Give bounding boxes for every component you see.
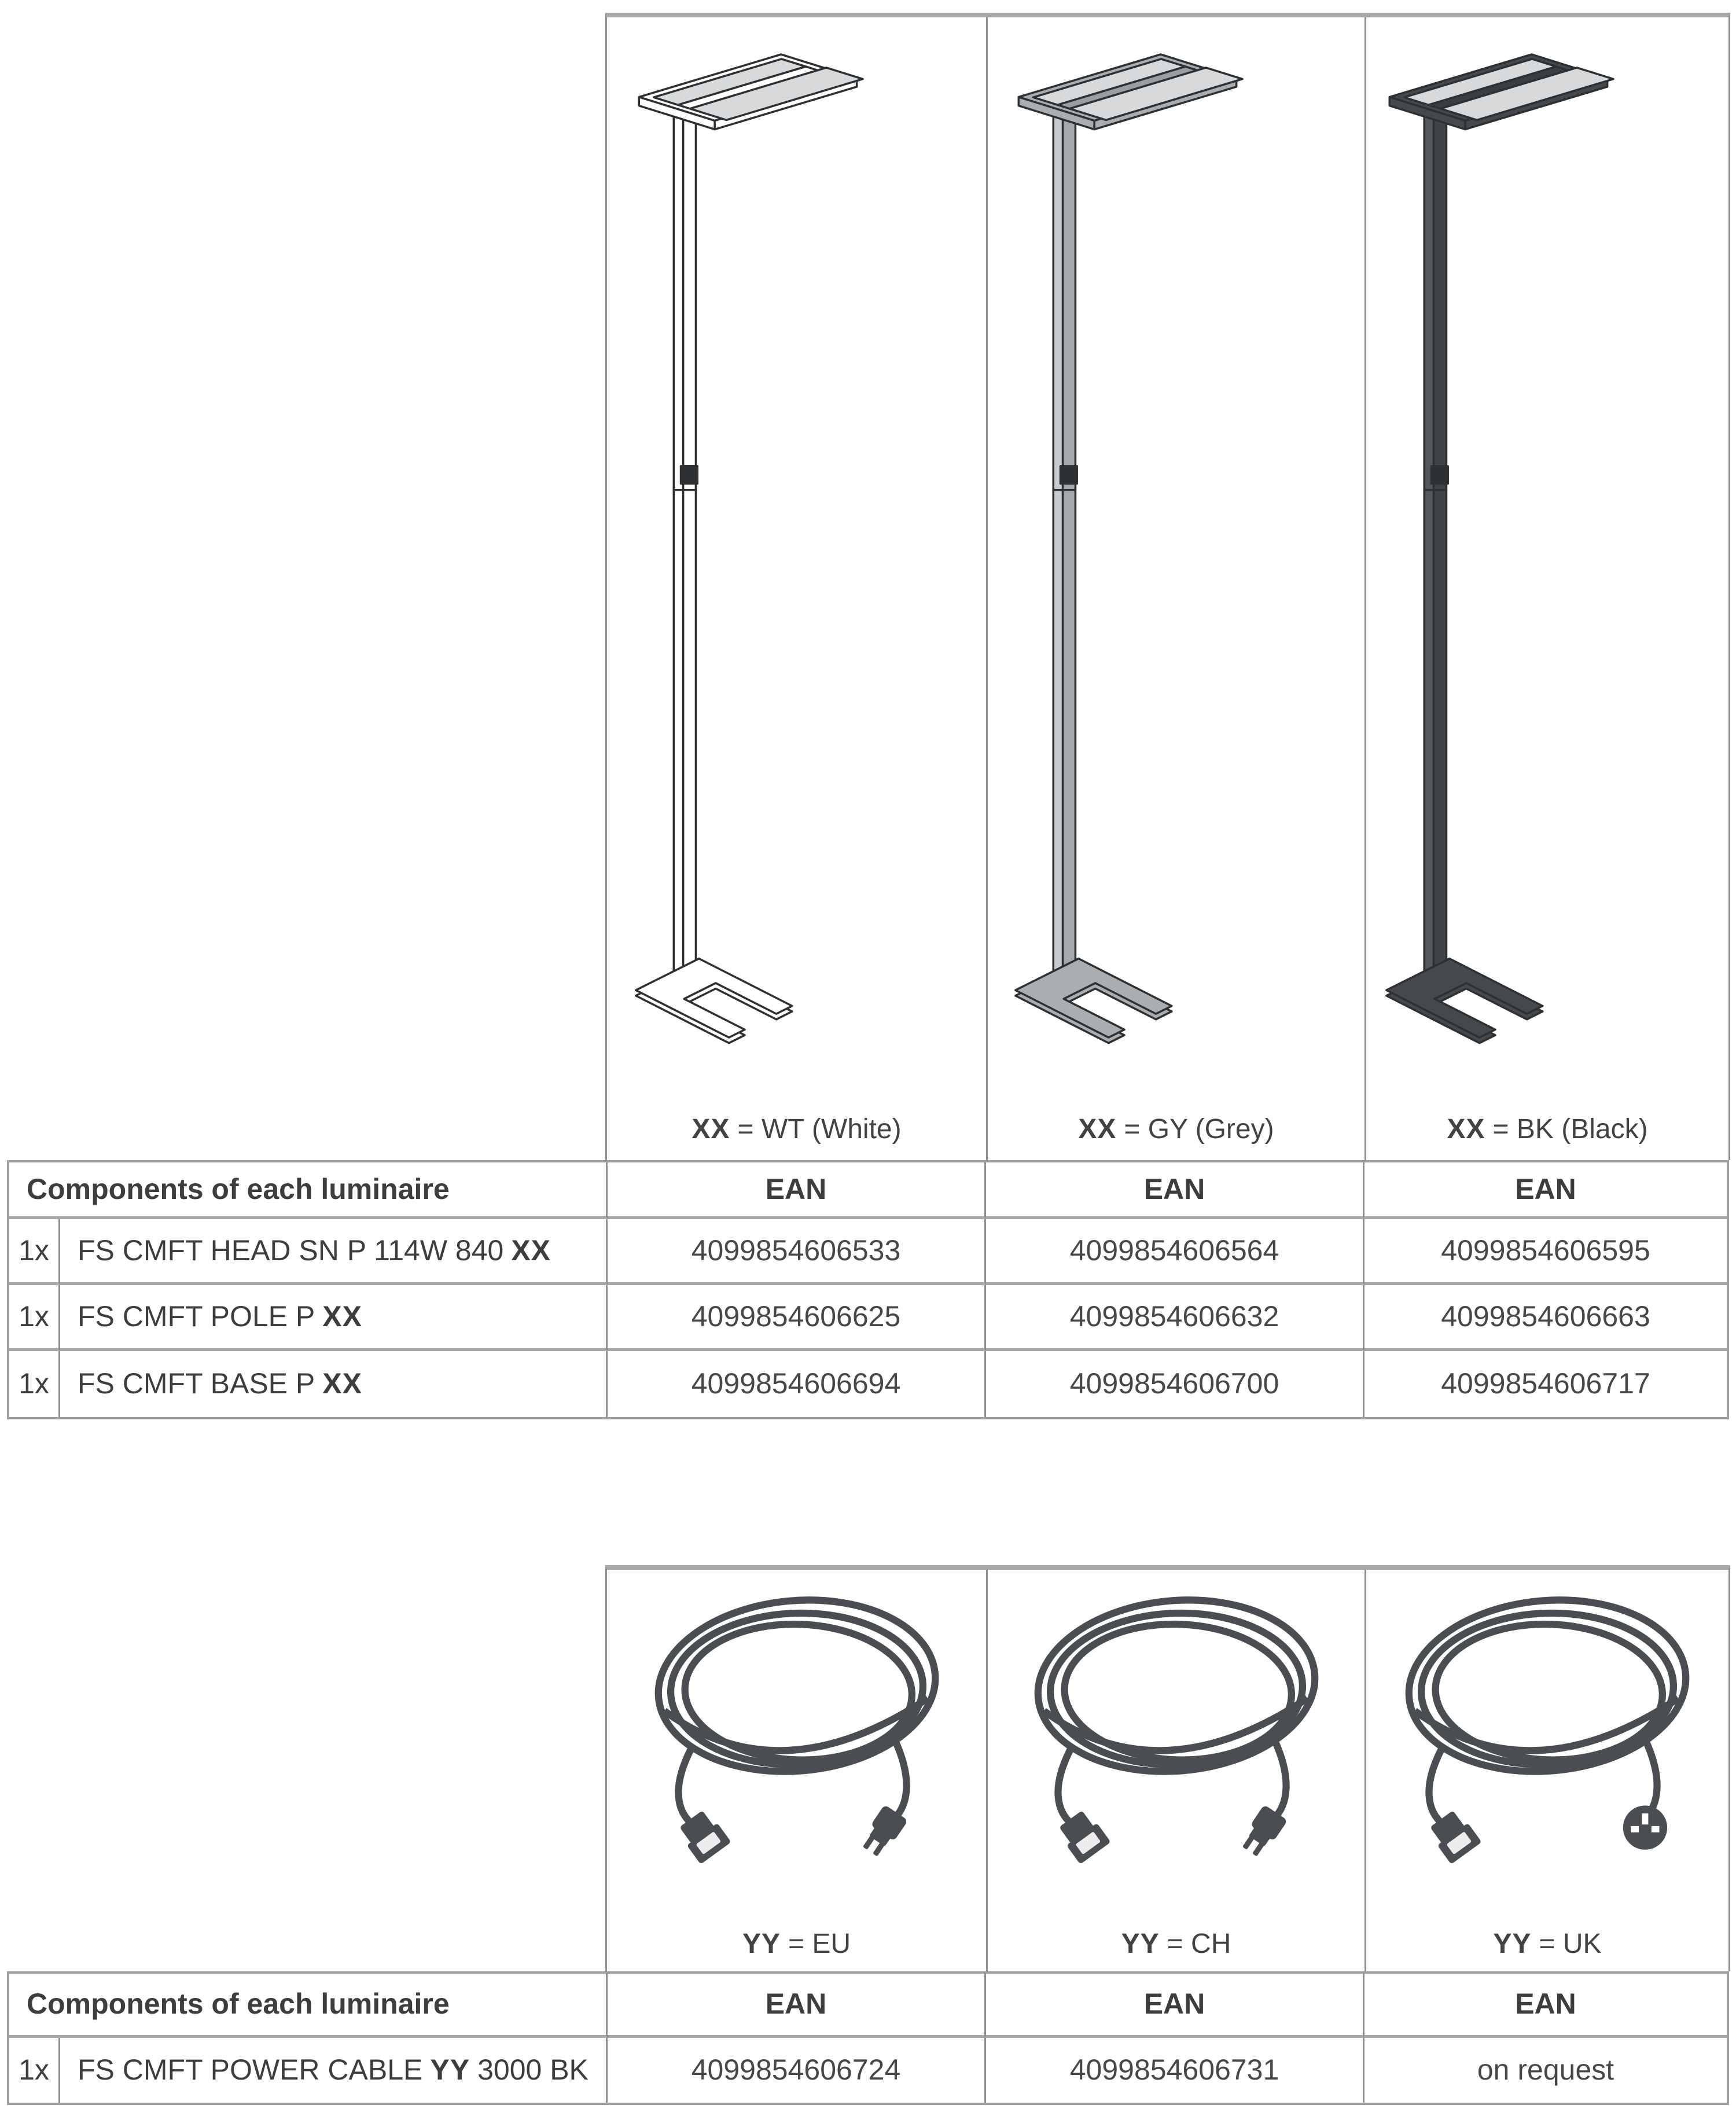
variant-code: YY [742, 1929, 781, 1960]
luminaire-variants-panel [605, 13, 1730, 1160]
variant-code: XX [1078, 1114, 1117, 1145]
floor-luminaire-white-illustration [623, 37, 970, 1079]
desc-placeholder: YY [430, 2054, 470, 2086]
power-cable-uk-illustration [1374, 1585, 1721, 1900]
cable-cell-eu [607, 1570, 986, 1971]
desc-text: FS CMFT HEAD SN P 114W 840 [78, 1234, 504, 1267]
ean-cell: 4099854606700 [986, 1351, 1364, 1417]
qty-cell: 1x [9, 2038, 60, 2103]
ean-cell: 4099854606717 [1441, 1367, 1650, 1400]
component-desc-cell [60, 1219, 608, 1285]
ean-cell: 4099854606595 [1364, 1219, 1727, 1285]
variant-code: XX [692, 1114, 730, 1145]
desc-placeholder: XX [511, 1234, 551, 1267]
variant-color-name: = GY (Grey) [1124, 1114, 1274, 1145]
power-cable-eu-illustration [623, 1585, 970, 1900]
ean-cell: 4099854606625 [608, 1285, 986, 1351]
variant-label-white [607, 1114, 986, 1145]
table-header-components: Components of each luminaire [9, 1974, 608, 2038]
ean-cell: 4099854606632 [986, 1285, 1364, 1351]
variant-code: XX [1447, 1114, 1485, 1145]
luminaire-components-table [7, 1160, 1729, 1419]
variant-label-grey [988, 1114, 1364, 1145]
ean-cell: on request [1477, 2054, 1614, 2086]
ean-cell: 4099854606533 [608, 1219, 986, 1285]
variant-region: = UK [1539, 1929, 1602, 1960]
variant-cell-grey [986, 17, 1364, 1160]
variant-label-black [1366, 1114, 1728, 1145]
variant-cell-black [1364, 17, 1728, 1160]
desc-text: FS CMFT POWER CABLE [78, 2054, 423, 2086]
component-desc-cell [60, 1285, 608, 1351]
cable-cell-uk [1364, 1570, 1728, 1971]
desc-text: FS CMFT BASE P [78, 1367, 315, 1400]
cable-components-table [7, 1971, 1729, 2105]
desc-text: FS CMFT POLE P [78, 1300, 315, 1333]
cable-label-ch [988, 1929, 1364, 1960]
qty-cell: 1x [9, 1219, 60, 1285]
cable-label-uk [1366, 1929, 1728, 1960]
desc-placeholder: XX [322, 1367, 362, 1400]
ean-cell: 4099854606663 [1364, 1285, 1727, 1351]
qty-cell: 1x [9, 1285, 60, 1351]
floor-luminaire-grey-illustration [1003, 37, 1350, 1079]
variant-color-name: = WT (White) [737, 1114, 902, 1145]
table-header-ean-eu: EAN [608, 1974, 986, 2038]
component-desc-cell [60, 1351, 608, 1417]
variant-cell-white [607, 17, 986, 1160]
ean-cell: 4099854606694 [608, 1351, 986, 1417]
component-desc-cell [60, 2038, 608, 2103]
ean-cell: 4099854606564 [986, 1219, 1364, 1285]
variant-region: = CH [1167, 1929, 1231, 1960]
cable-cell-ch [986, 1570, 1364, 1971]
table-header-ean-uk: EAN [1364, 1974, 1727, 2038]
qty-cell: 1x [9, 1351, 60, 1417]
floor-luminaire-black-illustration [1374, 37, 1721, 1079]
cable-label-eu [607, 1929, 986, 1960]
desc-text-suffix: 3000 BK [477, 2054, 589, 2086]
desc-placeholder: XX [322, 1300, 362, 1333]
table-header-ean-grey: EAN [986, 1162, 1364, 1219]
table-header-components: Components of each luminaire [9, 1162, 608, 1219]
variant-region: = EU [788, 1929, 851, 1960]
table-header-ean-white: EAN [608, 1162, 986, 1219]
power-cable-variants-panel [605, 1565, 1730, 1971]
variant-code: YY [1121, 1929, 1160, 1960]
variant-color-name: = BK (Black) [1492, 1114, 1648, 1145]
variant-code: YY [1493, 1929, 1532, 1960]
table-header-ean-black: EAN [1364, 1162, 1727, 1219]
ean-cell: 4099854606731 [986, 2038, 1364, 2103]
ean-cell: 4099854606724 [608, 2038, 986, 2103]
table-header-ean-ch: EAN [986, 1974, 1364, 2038]
power-cable-ch-illustration [1003, 1585, 1350, 1900]
